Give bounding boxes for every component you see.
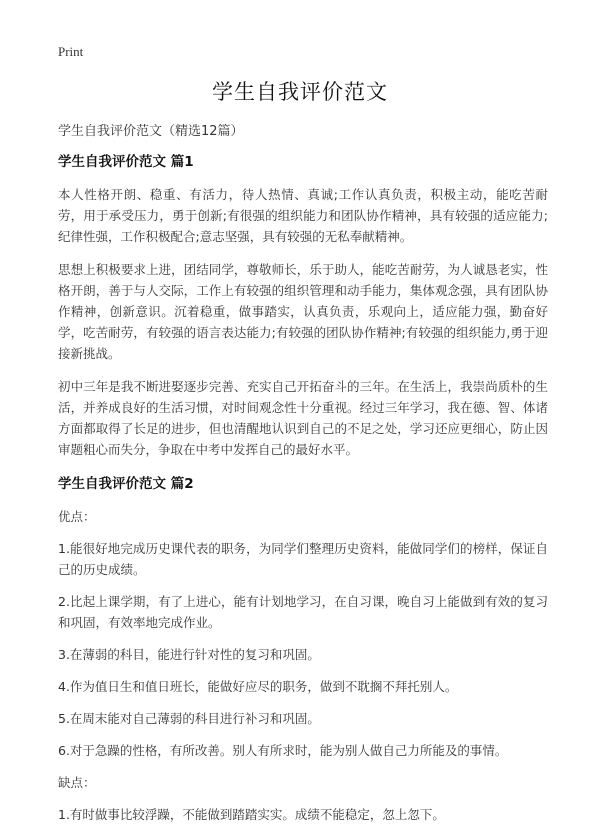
list-item: 1.能很好地完成历史课代表的职务，为同学们整理历史资料，能做同学们的榜样，保证自己的历史成绩。 — [58, 541, 548, 577]
section-heading-2: 学生自我评价范文 篇2 — [58, 476, 194, 492]
page-title: 学生自我评价范文 — [212, 80, 388, 104]
list-item: 1.有时做事比较浮躁，不能做到踏踏实实。成绩不能稳定，忽上忽下。 — [58, 807, 445, 822]
list-item: 6.对于急躁的性格，有所改善。别人有所求时，能为别人做自己力所能及的事情。 — [58, 743, 508, 758]
paragraph: 初中三年是我不断进娶逐步完善、充实自己开拓奋斗的三年。在生活上，我崇尚质朴的生活，并养成良好的生活习惯，对时间观念性十分重视。经过三年学习，我在德、智、体诸方面都取得了长足的进步，但也清醒地认识到自己的不足之处，学习还应更细心，防止因审题粗心而失分，争取在中考中发挥自己的最好水平。 — [58, 379, 548, 457]
paragraph: 优点： — [58, 509, 96, 524]
print-label: Print — [58, 44, 84, 59]
paragraph: 本人性格开朗、稳重、有活力，待人热情、真诚;工作认真负责，积极主动，能吃苦耐劳，用于承受压力，勇于创新;有很强的组织能力和团队协作精神，具有较强的适应能力;纪律性强，工作积极配合;意志坚强，具有较强的无私奉献精神。 — [58, 187, 548, 244]
paragraph: 思想上积极要求上进，团结同学，尊敬师长，乐于助人，能吃苦耐劳，为人诚恳老实，性格开朗，善于与人交际，工作上有较强的组织管理和动手能力，集体观念强，具有团队协作精神，创新意识。沉着稳重，做事踏实，认真负责，乐观向上，适应能力强，勤奋好学，吃苦耐劳，有较强的语言表达能力;有较强的团队协作精神;有较强的组织能力,勇于迎接新挑战。 — [58, 262, 548, 361]
document-body — [58, 150, 548, 836]
list-item: 2.比起上课学期，有了上进心，能有计划地学习，在自习课，晚自习上能做到有效的复习和巩固，有效率地完成作业。 — [58, 594, 548, 630]
list-item: 5.在周末能对自己薄弱的科目进行补习和巩固。 — [58, 711, 320, 726]
section-heading-1: 学生自我评价范文 篇1 — [58, 154, 194, 170]
list-item: 4.作为值日生和值日班长，能做好应尽的职务，做到不耽搁不拜托别人。 — [58, 679, 458, 694]
page-subtitle: 学生自我评价范文（精选12篇） — [58, 124, 244, 139]
list-item: 3.在薄弱的科目，能进行针对性的复习和巩固。 — [58, 647, 320, 662]
paragraph: 缺点： — [58, 775, 96, 790]
